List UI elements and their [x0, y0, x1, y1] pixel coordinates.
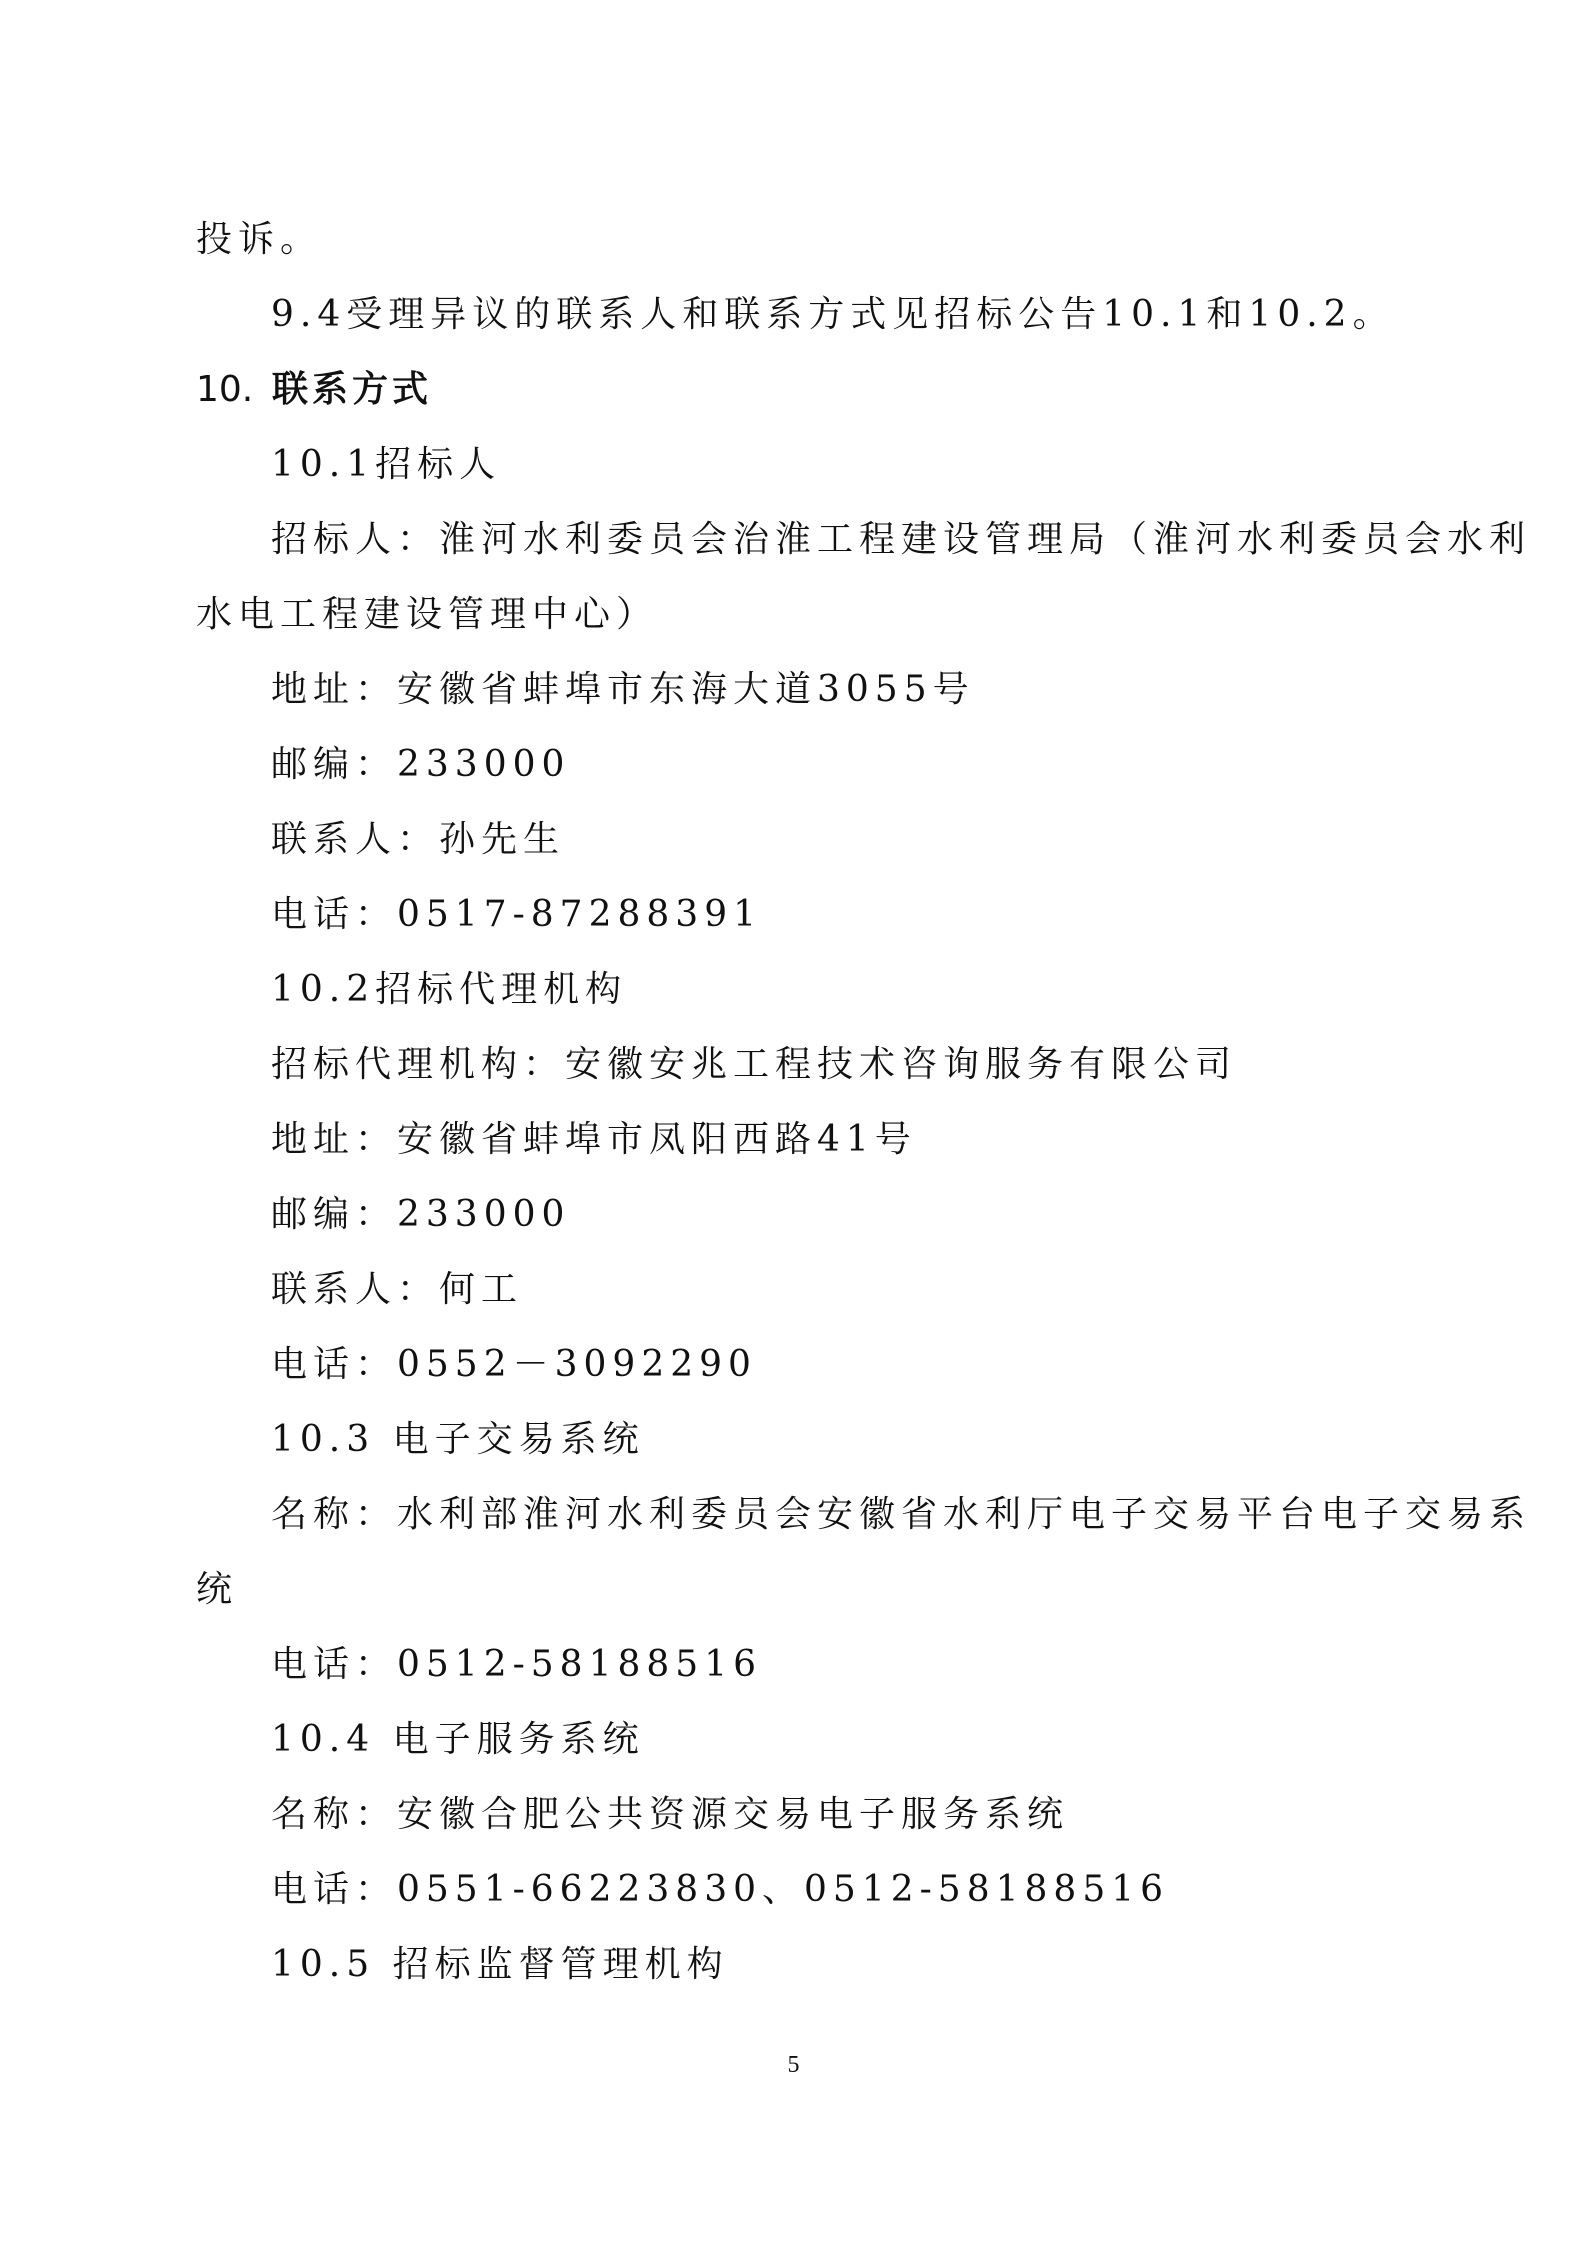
paragraph-line: 电话：0517-87288391 — [271, 894, 763, 935]
paragraph-line: 电话：0512-58188516 — [271, 1644, 763, 1685]
paragraph-line: 招标代理机构：安徽安兆工程技术咨询服务有限公司 — [271, 1044, 1238, 1085]
paragraph-line: 统 — [196, 1569, 239, 1610]
paragraph-line: 招标人：淮河水利委员会治淮工程建设管理局（淮河水利委员会水利 — [271, 519, 1532, 560]
subsection-heading: 10.4 电子服务系统 — [271, 1719, 645, 1760]
paragraph-line: 投诉。 — [196, 219, 323, 260]
paragraph-line: 联系人：何工 — [271, 1269, 524, 1310]
paragraph-line: 邮编：233000 — [271, 1194, 571, 1235]
section-title: 联系方式 — [272, 369, 433, 410]
subsection-heading: 10.5 招标监督管理机构 — [271, 1944, 729, 1985]
paragraph-line: 电话：0551-66223830、0512-58188516 — [271, 1869, 1170, 1910]
paragraph-line: 地址：安徽省蚌埠市东海大道3055号 — [271, 669, 975, 710]
paragraph-line: 名称：水利部淮河水利委员会安徽省水利厅电子交易平台电子交易系 — [271, 1494, 1532, 1535]
page-number: 5 — [787, 2052, 800, 2078]
paragraph-line: 地址：安徽省蚌埠市凤阳西路41号 — [271, 1119, 917, 1160]
subsection-heading: 10.2招标代理机构 — [271, 969, 628, 1010]
subsection-heading: 10.3 电子交易系统 — [271, 1419, 645, 1460]
paragraph-line: 9.4受理异议的联系人和联系方式见招标公告10.1和10.2。 — [271, 294, 1395, 335]
paragraph-line: 名称：安徽合肥公共资源交易电子服务系统 — [271, 1794, 1070, 1835]
paragraph-line: 联系人：孙先生 — [271, 819, 566, 860]
paragraph-line: 水电工程建设管理中心） — [196, 594, 659, 635]
paragraph-line: 电话：0552－3092290 — [271, 1344, 757, 1385]
subsection-heading: 10.1招标人 — [271, 444, 502, 485]
section-heading — [196, 368, 432, 412]
paragraph-line: 邮编：233000 — [271, 744, 571, 785]
section-number: 10. — [196, 369, 254, 410]
